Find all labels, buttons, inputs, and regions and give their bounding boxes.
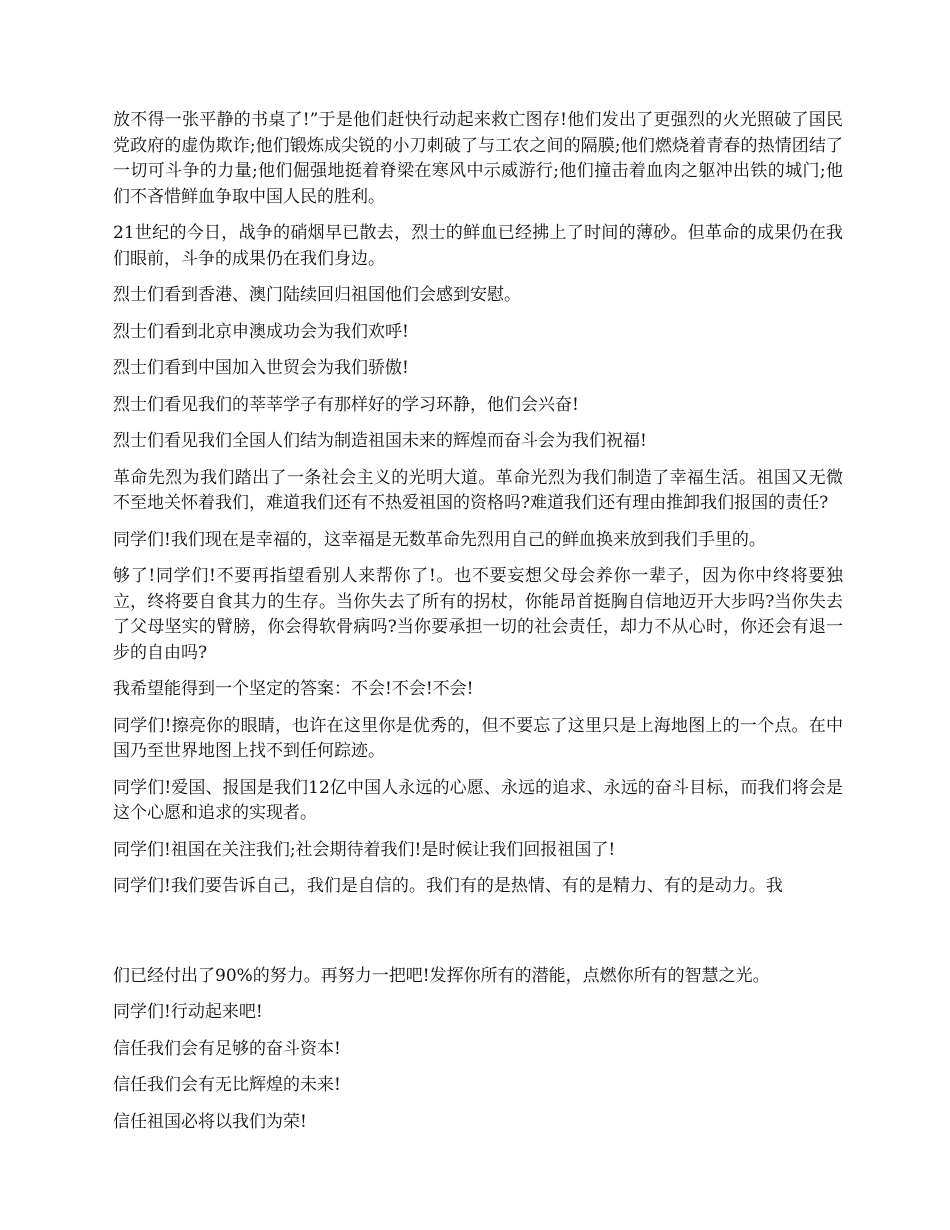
paragraph: 烈士们看到香港、澳门陆续回归祖国他们会感到安慰。 <box>113 285 521 305</box>
paragraph: 同学们!祖国在关注我们;社会期待着我们!是时候让我们回报祖国了! <box>113 839 616 860</box>
paragraph: 够了!同学们!不要再指望看别人来帮你了!。也不要妄想父母会养你一辈子，因为你中终将要独立，终将要自食其力的生存。当你失去了所有的拐杖，你能昂首挺胸自信地迈开大步吗?当你失去了父母坚实的臂膀，你会得软骨病吗?当你要承担一切的社会责任，却力不从心时，你还会有退一步的自由吗? <box>113 566 843 663</box>
paragraph: 烈士们看到中国加入世贸会为我们骄傲! <box>113 358 409 378</box>
paragraph: 烈士们看到北京申澳成功会为我们欢呼! <box>113 321 409 342</box>
paragraph: 信任祖国必将以我们为荣! <box>113 1111 307 1132</box>
paragraph: 同学们!我们要告诉自己，我们是自信的。我们有的是热情、有的是精力、有的是动力。我 <box>113 876 783 896</box>
paragraph: 革命先烈为我们踏出了一条社会主义的光明大道。革命光烈为我们制造了幸福生活。祖国又无微不至地关怀着我们，难道我们还有不热爱祖国的资格吗?难道我们还有理由推卸我们报国的责任? <box>113 467 843 513</box>
document-page <box>113 108 843 1146</box>
paragraph: 们已经付出了90%的努力。再努力一把吧!发挥你所有的潜能，点燃你所有的智慧之光。 <box>113 965 770 986</box>
page-break-gap <box>113 911 843 964</box>
paragraph: 同学们!爱国、报国是我们12亿中国人永远的心愿、永远的追求、永远的奋斗目标，而我们将会是这个心愿和追求的实现者。 <box>113 777 843 823</box>
paragraph: 同学们!擦亮你的眼睛，也许在这里你是优秀的，但不要忘了这里只是上海地图上的一个点。在中国乃至世界地图上找不到任何踪迹。 <box>113 715 843 761</box>
paragraph: 我希望能得到一个坚定的答案：不会!不会!不会! <box>113 679 474 699</box>
paragraph: 放不得一张平静的书桌了!”于是他们赶快行动起来救亡图存!他们发出了更强烈的火光照破了国民党政府的虚伪欺诈;他们锻炼成尖锐的小刀刺破了与工农之间的隔膜;他们燃烧着青春的热情团结了一切可斗争的力量;他们倔强地挺着脊梁在寒风中示威游行;他们撞击着血肉之躯冲出铁的城门;他们不吝惜鲜血争取中国人民的胜利。 <box>113 110 844 207</box>
paragraph: 信任我们会有足够的奋斗资本! <box>113 1038 341 1059</box>
paragraph: 21世纪的今日，战争的硝烟早已散去，烈士的鲜血已经拂上了时间的薄砂。但革命的成果仍在我们眼前，斗争的成果仍在我们身边。 <box>113 223 843 269</box>
paragraph: 烈士们看见我们的莘莘学子有那样好的学习环静，他们会兴奋! <box>113 394 579 415</box>
paragraph: 信任我们会有无比辉煌的未来! <box>113 1075 341 1095</box>
paragraph: 同学们!我们现在是幸福的，这幸福是无数革命先烈用自己的鲜血换来放到我们手里的。 <box>113 529 766 550</box>
paragraph: 烈士们看见我们全国人们结为制造祖国未来的辉煌而奋斗会为我们祝福! <box>113 431 647 451</box>
paragraph: 同学们!行动起来吧! <box>113 1002 263 1022</box>
